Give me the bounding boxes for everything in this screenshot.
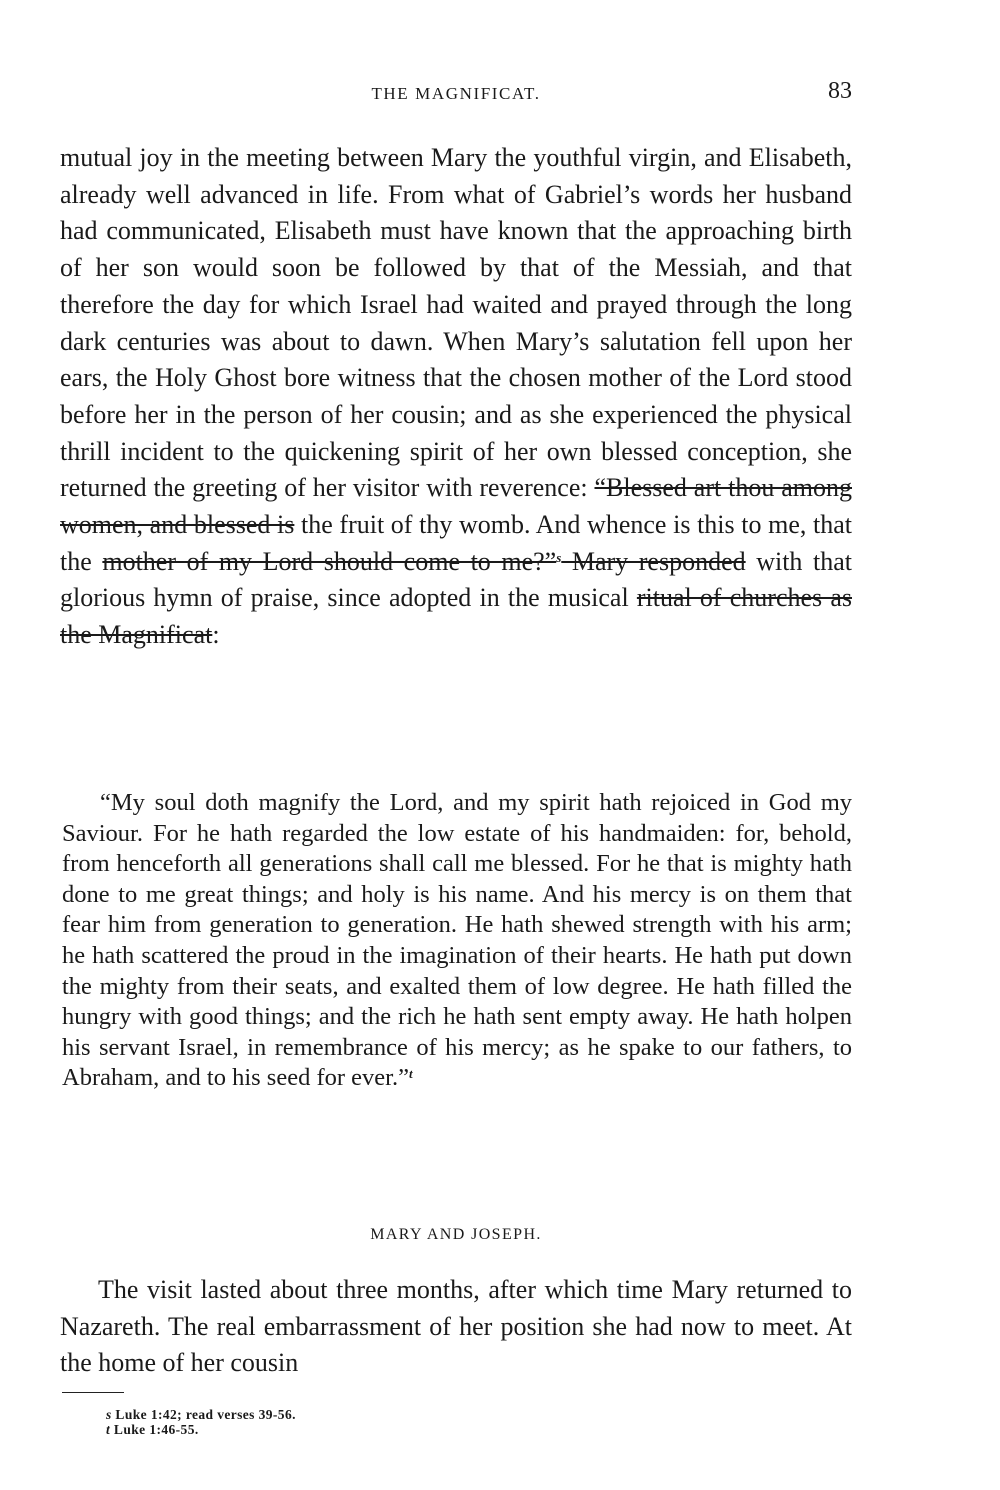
running-title: THE MAGNIFICAT. <box>371 84 541 103</box>
footnote-text: Luke 1:42; read verses 39-56. <box>111 1407 296 1422</box>
footnote-ref-s: s <box>556 549 562 565</box>
running-header <box>60 78 852 112</box>
magnificat-block-quote <box>62 788 852 1094</box>
page-number: 83 <box>828 78 852 104</box>
footnote-s <box>106 1408 296 1423</box>
paragraph-mary-returns <box>60 1272 852 1382</box>
footnote-divider <box>62 1392 124 1393</box>
paragraph-text: mutual joy in the meeting between Mary the youthful virgin, and Elisabeth, already well advanced in life. From what of Gabriel’s words her husband had communicated, Elisabeth must have known that the approaching birth of her son would soon be followed by that of the Messiah, and that therefore the day for which Israel had waited and prayed through the long dark centuries was about to dawn. When Mary’s salutation fell upon her ears, the Holy Ghost bore witness that the chosen mother of the Lord stood before her in the person of her cousin; and as she experienced the physical thrill incident to the quickening spirit of her own blessed conception, she returned the greeting of her visitor with reverence: <box>60 143 852 503</box>
paragraph-text: with that glorious hymn of praise, since adopted in the musical <box>60 546 852 613</box>
struck-quote-text: mother of my Lord should come to me?” <box>102 546 557 576</box>
footnote-ref-t: t <box>408 1066 413 1082</box>
section-heading: MARY AND JOSEPH. <box>370 1226 542 1243</box>
quote-text: the fruit of thy womb. And whence is this to me, that the <box>60 510 853 576</box>
struck-text: Mary responded <box>561 546 746 576</box>
footnote-t <box>106 1423 296 1438</box>
struck-quote-text: “Blessed art thou among women, and blessed is <box>60 473 852 540</box>
paragraph-text: The visit lasted about three months, after which time Mary returned to Nazareth. The real embarrassment of her position she had now to meet. At the home of her cousin <box>60 1275 852 1378</box>
quote-text: “My soul doth magnify the Lord, and my spirit hath rejoiced in God my Saviour. For he hath regarded the low estate of his handmaiden: for, behold, from henceforth all generations shall call me blessed. For he that is mighty hath done to me great things; and holy is his name. And his mercy is on them that fear him from generation to generation. He hath shewed strength with his arm; he hath scattered the proud in the imagination of their hearts. He hath put down the mighty from their seats, and exalted them of low degree. He hath filled the hungry with good things; and the rich he hath sent empty away. He hath holpen his servant Israel, in remembrance of his mercy; as he spake to our fathers, to Abraham, and to his seed for ever.” <box>62 789 852 1092</box>
footnote-text: Luke 1:46-55. <box>110 1421 199 1437</box>
footnote-marker: s <box>106 1407 112 1422</box>
footnotes <box>106 1408 296 1437</box>
paragraph-text: : <box>212 620 220 650</box>
struck-text: ritual of churches as the Magnificat <box>60 583 852 650</box>
paragraph-visitation <box>60 140 852 654</box>
footnote-marker: t <box>106 1421 111 1437</box>
